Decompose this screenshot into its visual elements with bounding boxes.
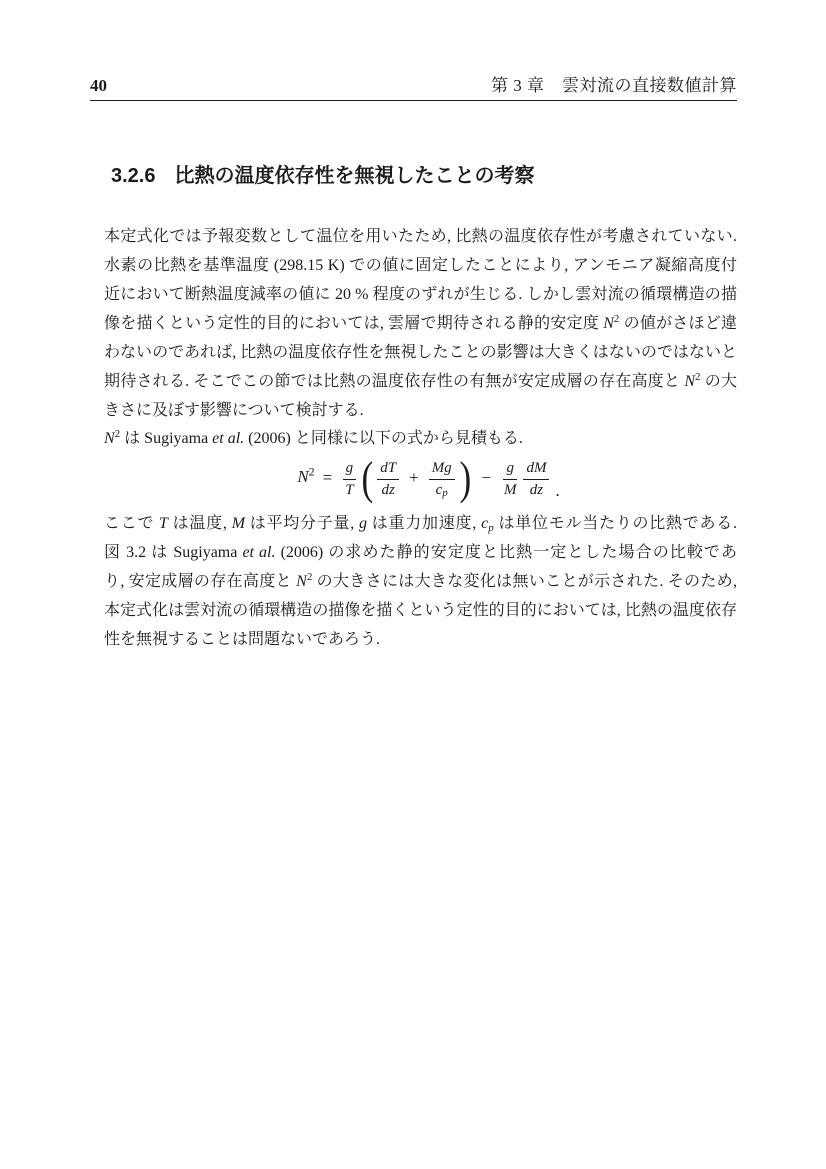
paragraph-1 [104, 222, 737, 425]
text-line: $N^2$ は Sugiyama et al. (2006) と同様に以下の式から見積もる. [104, 428, 523, 447]
section-title: 比熱の温度依存性を無視したことの考察 [174, 165, 535, 187]
fraction-g-over-T: $\frac{g}{T}$ [342, 459, 356, 500]
text-line: 本定式化は雲対流の循環構造の描像を描くという定性的目的においては, 比熱の温度依存 [104, 602, 737, 619]
text-line: 水素の比熱を基準温度 (298.15 K) での値に固定したことにより, アンモニア凝縮高度付 [104, 257, 737, 274]
text-line: 本定式化では予報変数として温位を用いたため, 比熱の温度依存性が考慮されていない. [104, 228, 737, 245]
left-parenthesis: ( [361, 452, 373, 505]
paragraph-2 [104, 509, 737, 654]
text-line: 期待される. そこでこの節では比熱の温度依存性の有無が安定成層の存在高度と $N^2$ の大 [104, 371, 737, 390]
page-header [90, 76, 737, 101]
text-line: わないのであれば, 比熱の温度依存性を無視したことの影響は大きくはないのではないと [104, 344, 737, 361]
equation-lhs: $N^2$ [297, 464, 315, 486]
text-line: ここで T は温度, M は平均分子量, g は重力加速度, cp は単位モル当たりの比熱である. [104, 515, 737, 534]
page-number: 40 [90, 76, 107, 95]
text-line: り, 安定成層の存在高度と $N^2$ の大きさには大きな変化は無いことが示された. そのため, [104, 571, 737, 590]
text-line: 図 3.2 は Sugiyama et al. (2006) の求めた静的安定度と比熱一定とした場合の比較であ [104, 544, 737, 561]
section-number: 3.2.6 [111, 165, 156, 187]
text-line: 近において断熱温度減率の値に 20 % 程度のずれが生じる. しかし雲対流の循環構造の描 [104, 286, 737, 303]
equation-intro-line [104, 424, 737, 453]
display-equation [104, 450, 737, 508]
fraction-dT-over-dz: $\frac{dT}{dz}$ [377, 459, 399, 500]
text-line: 性を無視することは問題ないであろう. [104, 631, 381, 648]
fraction-Mg-over-cp: $\frac{Mg}{cp}$ [429, 459, 455, 500]
equation-period: . [555, 481, 560, 500]
text-line: 像を描くという定性的目的においては, 雲層で期待される静的安定度 $N^2$ の値がさほど違 [104, 313, 737, 332]
fraction-dM-over-dz: $\frac{dM}{dz}$ [523, 459, 549, 500]
text-line: きさに及ぼす影響について検討する. [104, 402, 364, 419]
minus-sign: − [481, 468, 491, 487]
equals-sign: = [322, 468, 333, 487]
right-parenthesis: ) [459, 452, 471, 505]
plus-sign: + [409, 468, 419, 487]
section-heading [111, 163, 534, 190]
fraction-g-over-M: $\frac{g}{M}$ [503, 459, 517, 498]
chapter-running-head: 第 3 章 雲対流の直接数値計算 [491, 76, 737, 95]
